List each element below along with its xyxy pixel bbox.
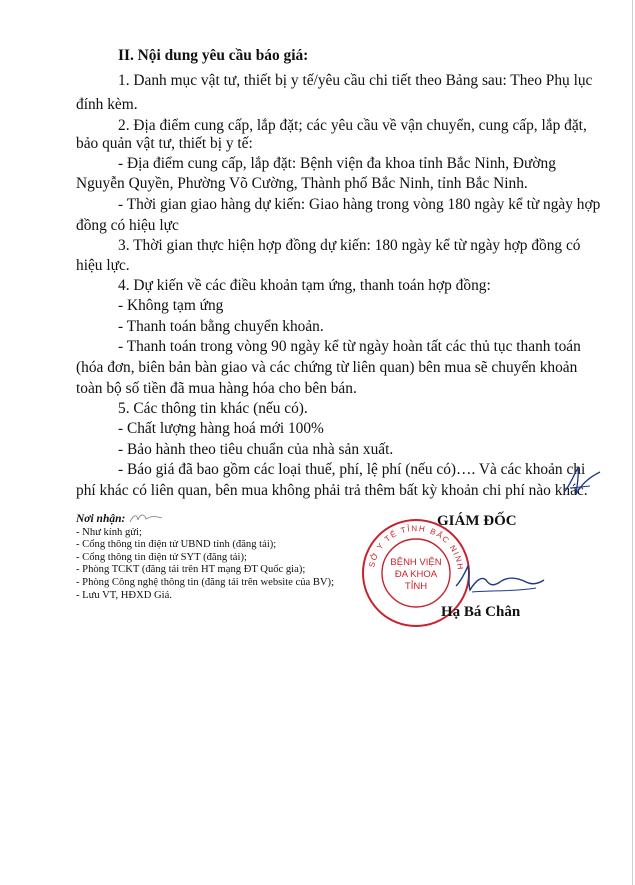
recipient-item: - Như kính gửi;	[76, 526, 142, 538]
scribble-mark-icon	[128, 510, 164, 526]
position-title: GIÁM ĐỐC	[437, 513, 517, 529]
body-line: 2. Địa điểm cung cấp, lắp đặt; các yêu cầu về vận chuyển, cung cấp, lắp đặt,	[118, 117, 587, 134]
page-edge	[632, 0, 633, 885]
body-line: - Thanh toán trong vòng 90 ngày kể từ ngày hoàn tất các thủ tục thanh toán	[118, 338, 581, 355]
body-line: - Thời gian giao hàng dự kiến: Giao hàng trong vòng 180 ngày kể từ ngày hợp	[118, 196, 601, 213]
body-line: toàn bộ số tiền đã mua hàng hóa cho bên bán.	[76, 380, 357, 397]
body-line: - Địa điểm cung cấp, lắp đặt: Bệnh viện đa khoa tỉnh Bắc Ninh, Đường	[118, 155, 556, 172]
body-line: đồng có hiệu lực	[76, 217, 179, 234]
body-line: - Báo giá đã bao gồm các loại thuế, phí, lệ phí (nếu có)…. Và các khoản chi	[118, 461, 586, 478]
stamp-line-1: BỆNH VIỆN	[390, 557, 442, 568]
body-line: Nguyễn Quyền, Phường Võ Cường, Thành phố Bắc Ninh, tỉnh Bắc Ninh.	[76, 175, 528, 192]
recipient-item: - Lưu VT, HĐXD Giá.	[76, 589, 172, 601]
body-line: đính kèm.	[76, 96, 138, 113]
stamp-line-3: TỈNH	[404, 581, 428, 592]
body-line: 1. Danh mục vật tư, thiết bị y tế/yêu cầu chi tiết theo Bảng sau: Theo Phụ lục	[118, 72, 593, 89]
svg-text:SỞ Y TẾ TỈNH BẮC NINH: SỞ Y TẾ TỈNH BẮC NINH	[367, 523, 466, 572]
recipient-item: - Phòng Công nghệ thông tin (đăng tải trên website của BV);	[76, 576, 335, 588]
body-line: phí khác có liên quan, bên mua không phải trả thêm bất kỳ khoản chi phí nào khác.	[76, 482, 588, 499]
signer-name: Hạ Bá Chân	[441, 604, 521, 620]
body-line: (hóa đơn, biên bản bàn giao và các chứng từ liên quan) bên mua sẽ chuyển khoản	[76, 359, 578, 376]
body-line: bảo quản vật tư, thiết bị y tế:	[76, 135, 253, 152]
body-line: 5. Các thông tin khác (nếu có).	[118, 400, 308, 417]
recipients-block	[76, 513, 334, 602]
recipients-title: Nơi nhận:	[76, 513, 126, 525]
body-line: 4. Dự kiến về các điều khoản tạm ứng, thanh toán hợp đồng:	[118, 277, 491, 294]
recipient-item: - Cổng thông tin điện tử UBND tỉnh (đăng tải);	[76, 539, 277, 551]
body-line: - Chất lượng hàng hoá mới 100%	[118, 420, 324, 437]
body-line: - Bảo hành theo tiêu chuẩn của nhà sản xuất.	[118, 441, 394, 458]
handwritten-signature-icon	[452, 556, 548, 600]
body-line: hiệu lực.	[76, 257, 130, 274]
recipient-item: - Phòng TCKT (đăng tải trên HT mạng ĐT Quốc gia);	[76, 564, 306, 576]
body-line: - Thanh toán bằng chuyển khoản.	[118, 318, 324, 335]
section-heading: II. Nội dung yêu cầu báo giá:	[118, 47, 309, 64]
stamp-line-2: ĐA KHOA	[394, 569, 438, 580]
initial-signature-icon	[560, 464, 604, 498]
body-line: 3. Thời gian thực hiện hợp đồng dự kiến: 180 ngày kể từ ngày hợp đồng có	[118, 237, 581, 254]
body-line: - Không tạm ứng	[118, 297, 224, 314]
recipient-item: - Cổng thông tin điện tử SYT (đăng tải);	[76, 551, 247, 563]
